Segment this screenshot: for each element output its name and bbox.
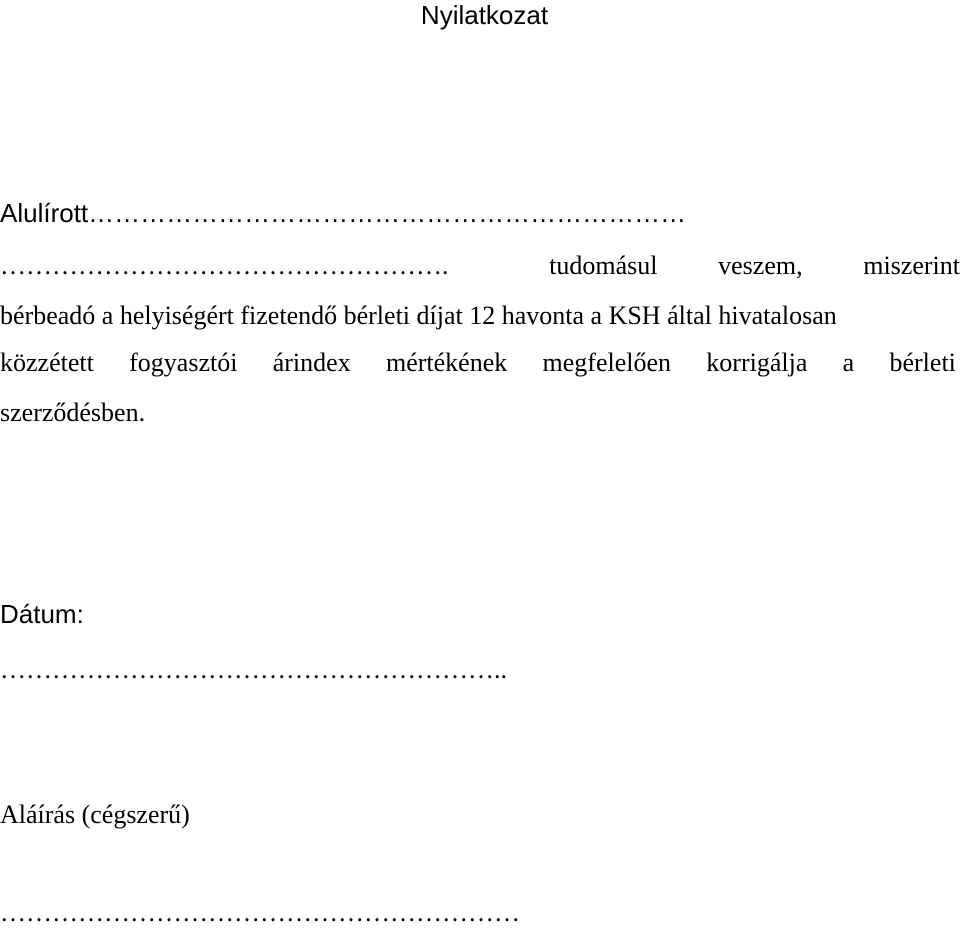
body-line-5: szerződésben. [0, 398, 146, 427]
word-berleti: bérleti [889, 348, 956, 377]
signature-label: Aláírás (cégszerű) [0, 800, 190, 829]
body-line-2 [0, 251, 960, 281]
body-line-4 [0, 348, 956, 378]
declarant-dots-continued: ……………………………………………. [0, 251, 449, 280]
signature-field-dots: …………………………………………………… [0, 898, 520, 927]
word-a: a [842, 348, 855, 377]
word-veszem: veszem, [718, 251, 803, 280]
word-mertekenek: mértékének [385, 348, 508, 377]
date-field-dots: ………………………………………………….. [0, 655, 507, 684]
word-miszerint: miszerint [863, 251, 960, 280]
word-tudomasul: tudomásul [549, 251, 658, 280]
document-title: Nyilatkozat [420, 0, 549, 30]
word-korrigalja: korrigálja [706, 348, 808, 377]
declarant-line: Alulírott…………………………………………………………… [0, 198, 687, 228]
word-arindex: árindex [272, 348, 351, 377]
word-kozzetett: közzétett [0, 348, 94, 377]
body-line-3: bérbeadó a helyiségért fizetendő bérleti díjat 12 havonta a KSH által hivatalosan [0, 301, 837, 330]
date-label: Dátum: [0, 599, 84, 629]
word-fogyasztoi: fogyasztói [129, 348, 238, 377]
word-megfeleloen: megfelelően [542, 348, 672, 377]
